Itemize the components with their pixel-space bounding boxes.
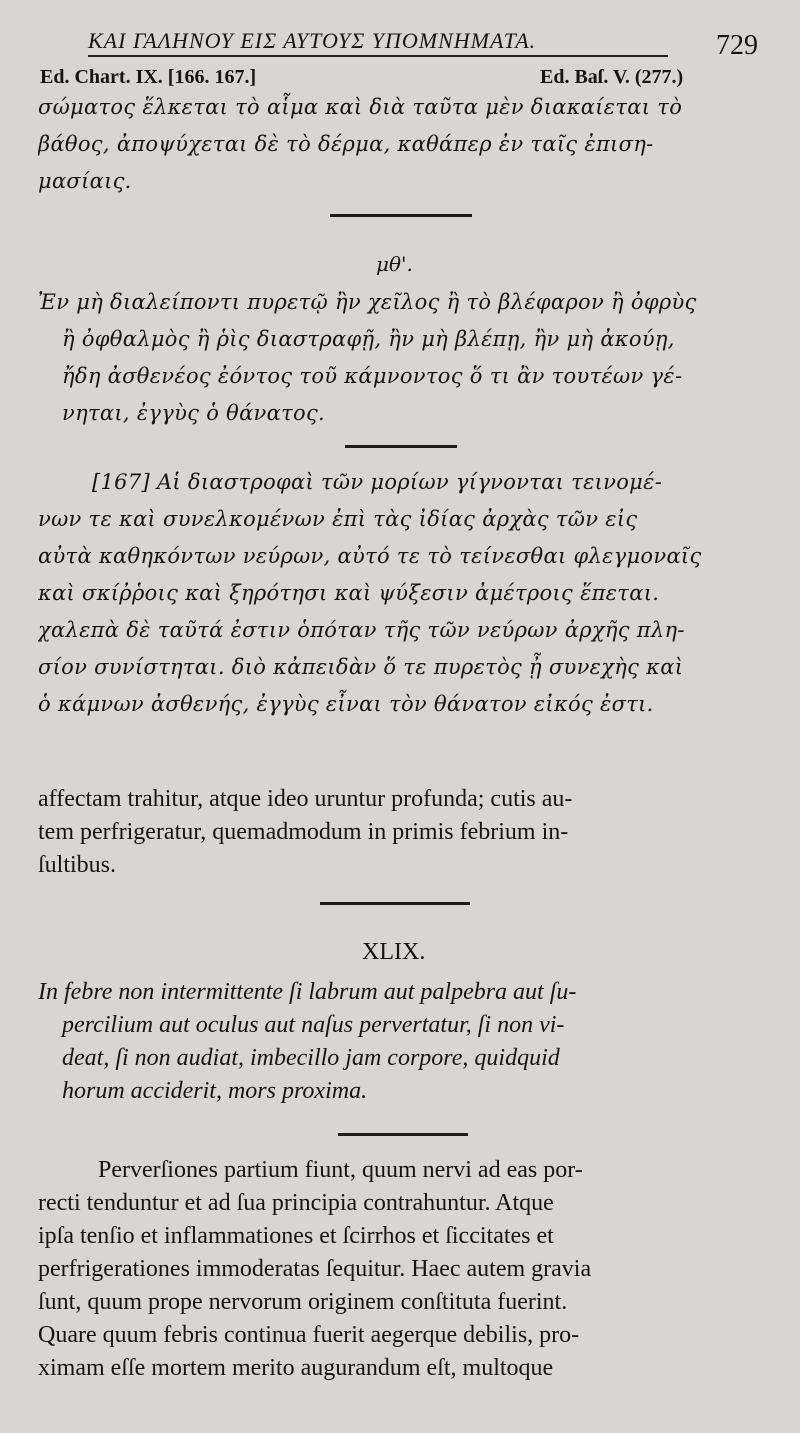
text-line: In febre non intermittente ſi labrum aut palpebra aut ſu- <box>38 979 577 1005</box>
text-line: percilium aut oculus aut naſus pervertatur, ſi non vi- <box>62 1012 565 1038</box>
text-line: σίον συνίστηται. διὸ κἀπειδὰν ὅ τε πυρετὸς ᾖ συνεχὴς καὶ <box>38 655 684 679</box>
text-line: deat, ſi non audiat, imbecillo jam corpore, quidquid <box>62 1045 560 1071</box>
greek-section-number: μθ'. <box>376 252 413 276</box>
edition-basel-reference: Ed. Baſ. V. (277.) <box>540 66 684 88</box>
section-divider <box>320 902 470 905</box>
greek-commentary <box>38 464 766 723</box>
text-line: νων τε καὶ συνελκομένων ἐπὶ τὰς ἰδίας ἀρχὰς τῶν εἰς <box>38 507 638 531</box>
text-line: νηται, ἐγγὺς ὁ θάνατος. <box>62 401 325 425</box>
text-line: horum acciderit, mors proxima. <box>62 1078 368 1104</box>
text-line: ipſa tenſio et inflammationes et ſcirrhos et ſiccitates et <box>38 1223 554 1249</box>
text-line: affectam trahitur, atque ideo uruntur profunda; cutis au- <box>38 786 573 812</box>
greek-continuation <box>38 89 766 200</box>
latin-section-number: XLIX. <box>362 939 426 965</box>
latin-commentary <box>38 1154 766 1385</box>
text-line: μασίαις. <box>38 169 132 193</box>
text-line: ximam eſſe mortem merito augurandum eſt, multoque <box>38 1355 554 1381</box>
text-line: ſunt, quum prope nervorum originem conſtituta fuerint. <box>38 1289 568 1315</box>
text-line: Quare quum febris continua fuerit aegerque debilis, pro- <box>38 1322 580 1348</box>
section-divider <box>338 1133 468 1136</box>
text-line: [167] Αἱ διαστροφαὶ τῶν μορίων γίγνονται τεινομέ- <box>92 470 663 494</box>
latin-aphorism <box>38 976 766 1108</box>
text-line: Perverſiones partium fiunt, quum nervi ad eas por- <box>98 1157 583 1183</box>
text-line: ἤδη ἀσθενέος ἐόντος τοῦ κάμνοντος ὅ τι ἂν τουτέων γέ- <box>62 364 683 388</box>
header-underline <box>88 55 668 57</box>
text-line: ἢ ὀφθαλμὸς ἢ ῥὶς διαστραφῇ, ἢν μὴ βλέπῃ, ἢν μὴ ἀκούῃ, <box>62 327 675 351</box>
text-line: recti tenduntur et ad ſua principia contrahuntur. Atque <box>38 1190 554 1216</box>
text-line: αὐτὰ καθηκόντων νεύρων, αὐτό τε τὸ τείνεσθαι φλεγμοναῖς <box>38 544 702 568</box>
text-line: ὁ κάμνων ἀσθενής, ἐγγὺς εἶναι τὸν θάνατον εἰκός ἐστι. <box>38 692 654 716</box>
text-line: Ἐν μὴ διαλείποντι πυρετῷ ἢν χεῖλος ἢ τὸ βλέφαρον ἢ ὀφρὺς <box>38 290 697 314</box>
latin-continuation <box>38 783 766 882</box>
text-line: σώματος ἕλκεται τὸ αἷμα καὶ διὰ ταῦτα μὲν διακαίεται τὸ <box>38 95 683 119</box>
text-line: χαλεπὰ δὲ ταῦτά ἐστιν ὁπόταν τῆς τῶν νεύρων ἀρχῆς πλη- <box>38 618 685 642</box>
edition-chart-reference: Ed. Chart. IX. [166. 167.] <box>40 66 257 88</box>
text-line: ſultibus. <box>38 852 117 878</box>
text-line: perfrigerationes immoderatas ſequitur. Haec autem gravia <box>38 1256 592 1282</box>
section-divider <box>345 445 457 448</box>
greek-aphorism <box>38 284 766 432</box>
text-line: βάθος, ἀποψύχεται δὲ τὸ δέρμα, καθάπερ ἐν ταῖς ἐπιση- <box>38 132 654 156</box>
page-number: 729 <box>716 30 758 61</box>
text-line: καὶ σκίῤῥοις καὶ ξηρότησι καὶ ψύξεσιν ἀμέτροις ἕπεται. <box>38 581 660 605</box>
running-header: ΚΑΙ ΓΑΛΗΝΟΥ ΕΙΣ ΑΥΤΟΥΣ ΥΠΟΜΝΗΜΑΤΑ. <box>88 28 537 53</box>
text-line: tem perfrigeratur, quemadmodum in primis febrium in- <box>38 819 569 845</box>
section-divider <box>330 214 472 217</box>
